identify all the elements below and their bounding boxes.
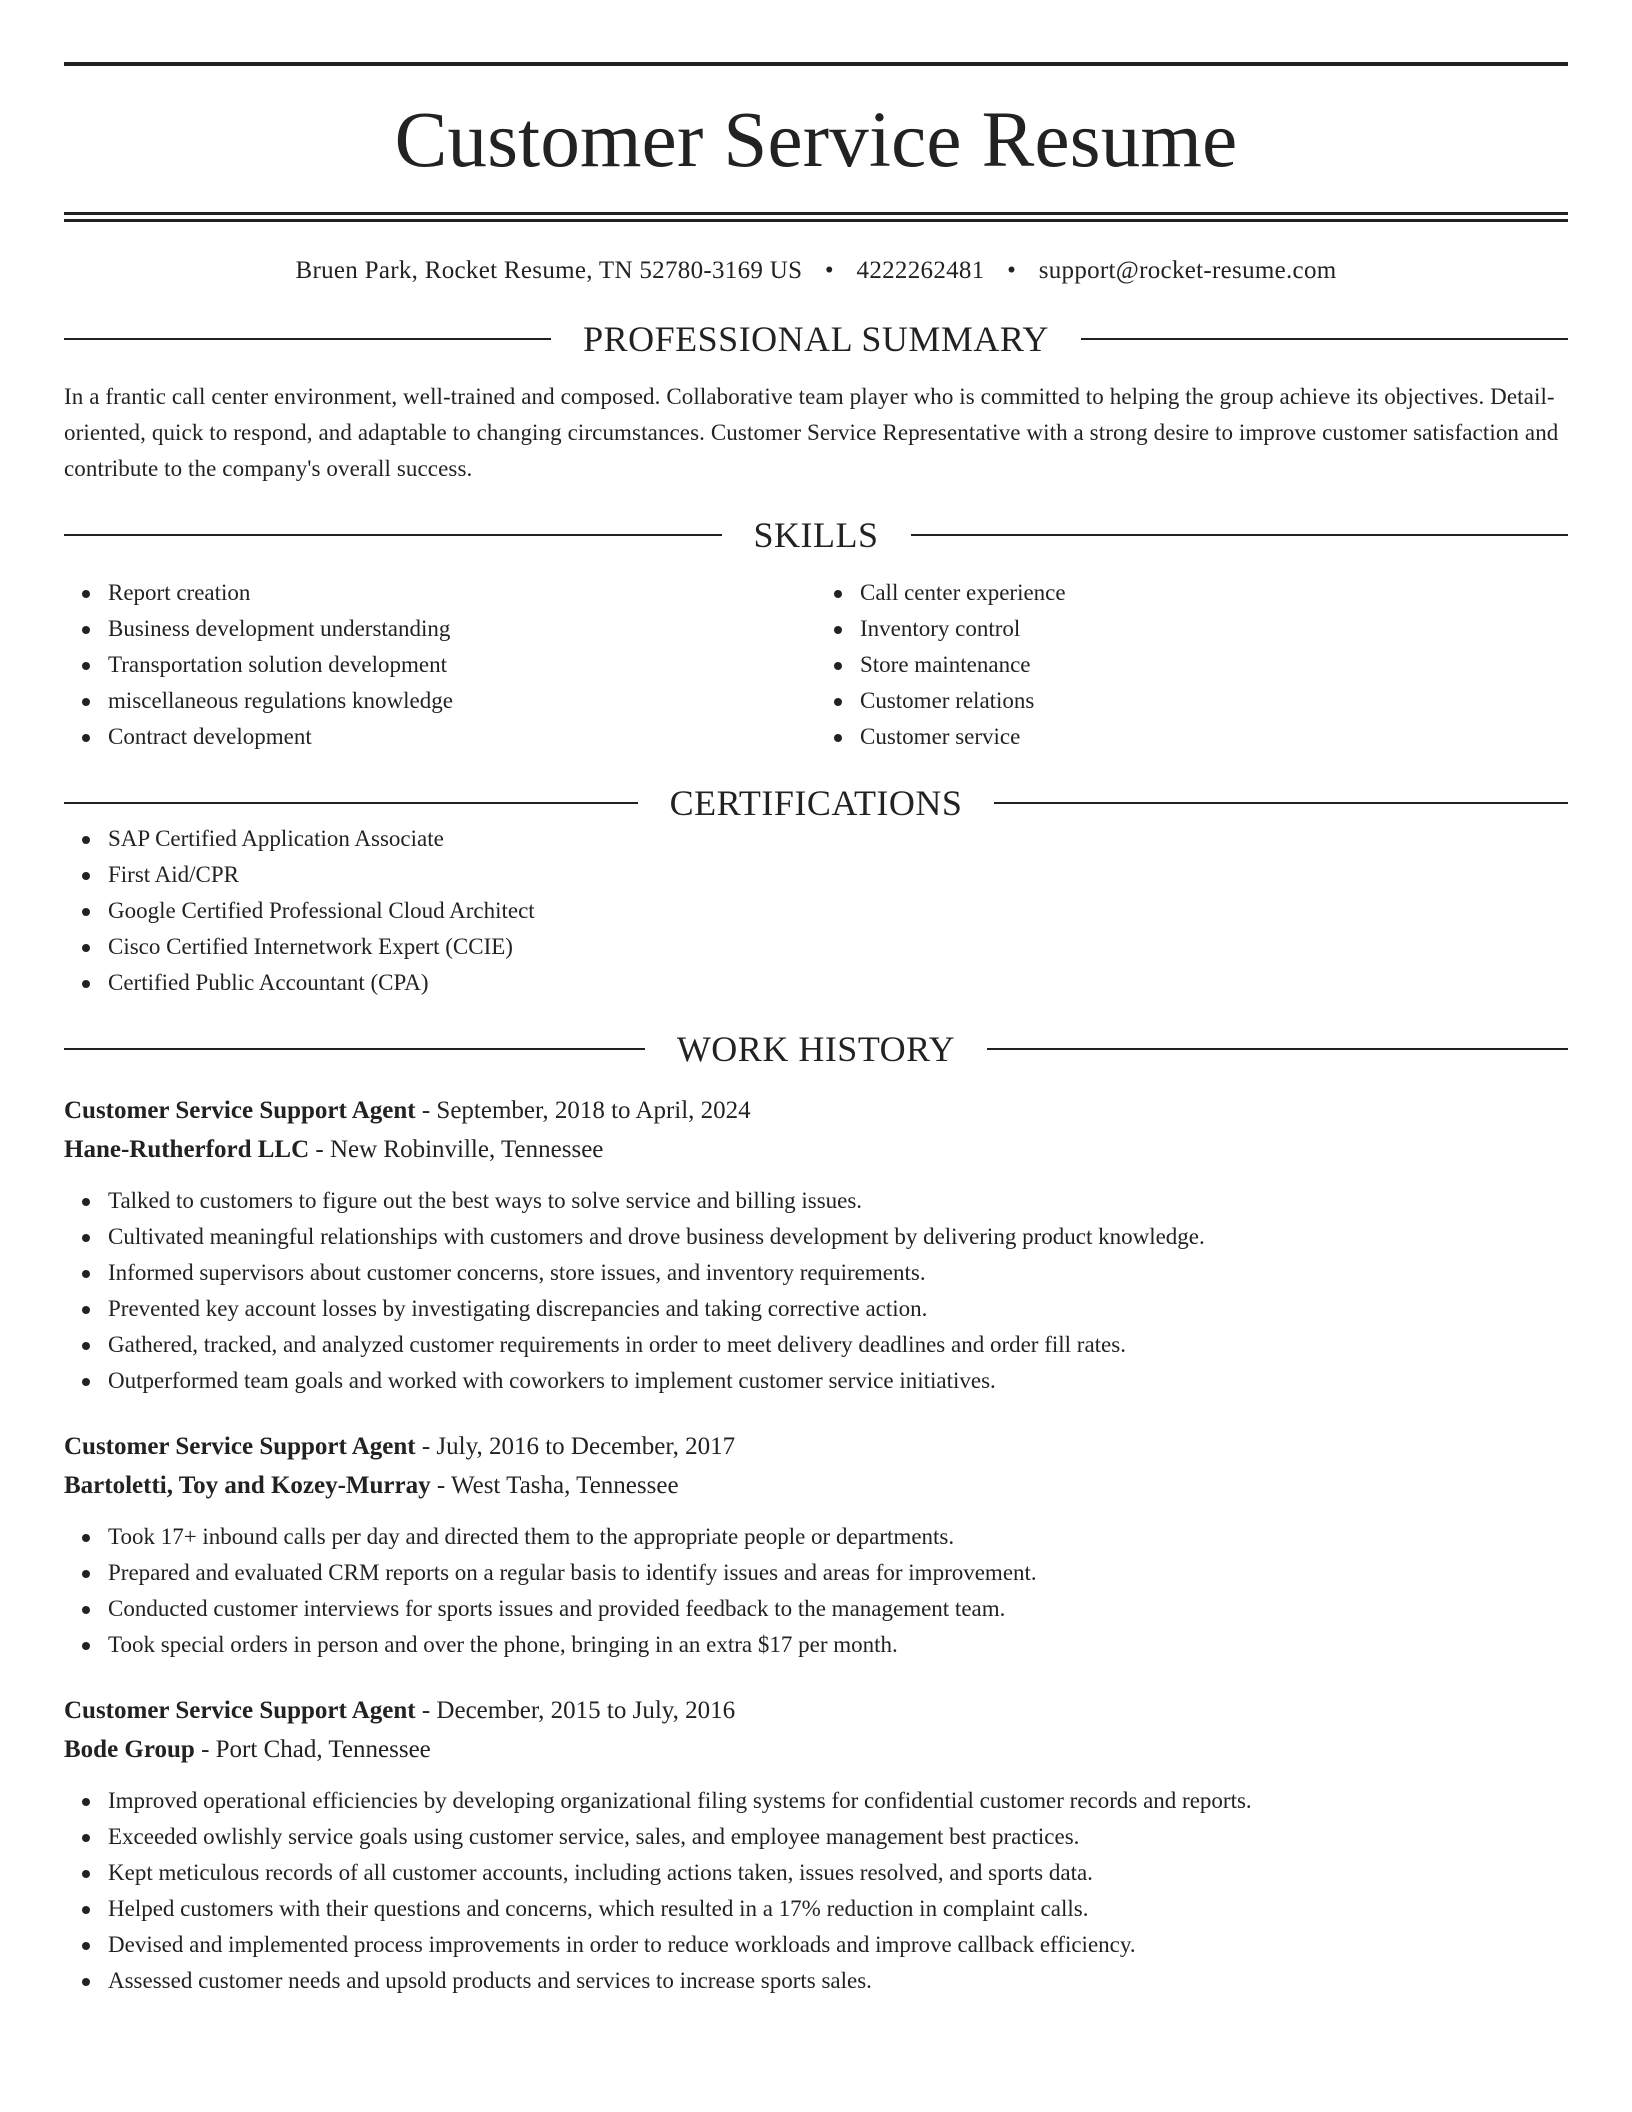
skills-section-heading	[64, 517, 1568, 553]
job-title: Customer Service Support Agent	[64, 1433, 416, 1460]
contact-phone[interactable]: 4222262481	[856, 257, 985, 284]
skill-item: miscellaneous regulations knowledge	[108, 683, 816, 719]
contact-line	[64, 258, 1568, 283]
job-duty-item: Kept meticulous records of all customer accounts, including actions taken, issues resolved, and sports data.	[108, 1855, 1568, 1891]
job-duty-item: Devised and implemented process improvements in order to reduce workloads and improve callback efficiency.	[108, 1927, 1568, 1963]
skill-item: Business development understanding	[108, 611, 816, 647]
job-duty-item: Assessed customer needs and upsold products and services to increase sports sales.	[108, 1963, 1568, 1999]
skills-column-right	[816, 575, 1568, 755]
job-duty-item: Gathered, tracked, and analyzed customer requirements in order to meet delivery deadlines and order fill rates.	[108, 1327, 1568, 1363]
job-title: Customer Service Support Agent	[64, 1097, 416, 1124]
work-heading-label: WORK HISTORY	[676, 1029, 956, 1069]
contact-separator: •	[1007, 257, 1017, 284]
heading-rule-right	[987, 1048, 1568, 1050]
job-dates: - September, 2018 to April, 2024	[415, 1097, 751, 1124]
certifications-heading-label: CERTIFICATIONS	[669, 783, 963, 823]
job-entry	[64, 1427, 1568, 1663]
job-duty-item: Conducted customer interviews for sports issues and provided feedback to the management team.	[108, 1591, 1568, 1627]
skill-item: Store maintenance	[860, 647, 1568, 683]
job-duty-item: Improved operational efficiencies by developing organizational filing systems for confidential customer records and reports.	[108, 1783, 1568, 1819]
certification-item: First Aid/CPR	[108, 857, 1568, 893]
certification-item: SAP Certified Application Associate	[108, 821, 1568, 857]
job-duty-item: Exceeded owlishly service goals using customer service, sales, and employee management best practices.	[108, 1819, 1568, 1855]
job-duty-item: Outperformed team goals and worked with coworkers to implement customer service initiatives.	[108, 1363, 1568, 1399]
skill-item: Call center experience	[860, 575, 1568, 611]
certification-item: Certified Public Accountant (CPA)	[108, 965, 1568, 1001]
top-rule	[64, 62, 1568, 66]
job-location: - West Tasha, Tennessee	[430, 1472, 679, 1499]
job-duty-item: Prevented key account losses by investigating discrepancies and taking corrective action.	[108, 1291, 1568, 1327]
job-duty-item: Took 17+ inbound calls per day and directed them to the appropriate people or departments.	[108, 1519, 1568, 1555]
skills-heading-label: SKILLS	[753, 515, 879, 555]
summary-text: In a frantic call center environment, well-trained and composed. Collaborative team player who is committed to helping the group achieve its objectives. Detail-oriented, quick to respond, and adaptable to changing circumstances. Customer Service Representative with a strong desire to improve customer satisfaction and contribute to the company's overall success.	[64, 384, 1559, 481]
job-location: - Port Chad, Tennessee	[194, 1736, 431, 1763]
certifications-list	[64, 821, 1568, 1001]
skill-item: Customer relations	[860, 683, 1568, 719]
job-duties-list	[64, 1783, 1568, 1999]
job-duty-item: Prepared and evaluated CRM reports on a regular basis to identify issues and areas for improvement.	[108, 1555, 1568, 1591]
job-entry	[64, 1091, 1568, 1399]
contact-address: Bruen Park, Rocket Resume, TN 52780-3169 US	[295, 257, 803, 284]
certifications-section-heading	[64, 785, 1568, 821]
resume-title: Customer Service Resume	[394, 97, 1238, 184]
job-entry	[64, 1691, 1568, 1999]
job-duty-item: Took special orders in person and over the phone, bringing in an extra $17 per month.	[108, 1627, 1568, 1663]
heading-rule-left	[64, 534, 722, 536]
certification-item: Cisco Certified Internetwork Expert (CCIE)	[108, 929, 1568, 965]
job-duty-item: Cultivated meaningful relationships with customers and drove business development by delivering product knowledge.	[108, 1219, 1568, 1255]
title-double-rule	[64, 212, 1568, 222]
job-location: - New Robinville, Tennessee	[309, 1136, 604, 1163]
skills-list	[64, 575, 1568, 755]
contact-email[interactable]: support@rocket-resume.com	[1038, 257, 1337, 284]
work-section-heading	[64, 1031, 1568, 1067]
heading-rule-left	[64, 802, 638, 804]
job-company-line	[64, 1466, 1568, 1505]
heading-rule-left	[64, 1048, 645, 1050]
heading-rule-left	[64, 338, 551, 340]
summary-section-heading	[64, 321, 1568, 357]
skill-item: Inventory control	[860, 611, 1568, 647]
job-duty-item: Helped customers with their questions and concerns, which resulted in a 17% reduction in complaint calls.	[108, 1891, 1568, 1927]
heading-rule-right	[911, 534, 1569, 536]
job-company-line	[64, 1130, 1568, 1169]
job-company: Bartoletti, Toy and Kozey-Murray	[64, 1472, 431, 1499]
skill-item: Transportation solution development	[108, 647, 816, 683]
job-dates: - July, 2016 to December, 2017	[415, 1433, 736, 1460]
certification-item: Google Certified Professional Cloud Architect	[108, 893, 1568, 929]
job-company-line	[64, 1730, 1568, 1769]
heading-rule-right	[994, 802, 1568, 804]
skill-item: Customer service	[860, 719, 1568, 755]
skill-item: Report creation	[108, 575, 816, 611]
job-dates: - December, 2015 to July, 2016	[415, 1697, 736, 1724]
job-duties-list	[64, 1519, 1568, 1663]
summary-heading-label: PROFESSIONAL SUMMARY	[583, 319, 1049, 359]
job-title-line	[64, 1427, 1568, 1466]
job-title-line	[64, 1691, 1568, 1730]
contact-separator: •	[824, 257, 834, 284]
skill-item: Contract development	[108, 719, 816, 755]
job-duty-item: Talked to customers to figure out the best ways to solve service and billing issues.	[108, 1183, 1568, 1219]
heading-rule-right	[1081, 338, 1568, 340]
job-duty-item: Informed supervisors about customer concerns, store issues, and inventory requirements.	[108, 1255, 1568, 1291]
job-title: Customer Service Support Agent	[64, 1697, 416, 1724]
job-company: Hane-Rutherford LLC	[64, 1136, 310, 1163]
job-title-line	[64, 1091, 1568, 1130]
job-company: Bode Group	[64, 1736, 195, 1763]
skills-column-left	[64, 575, 816, 755]
job-duties-list	[64, 1183, 1568, 1399]
